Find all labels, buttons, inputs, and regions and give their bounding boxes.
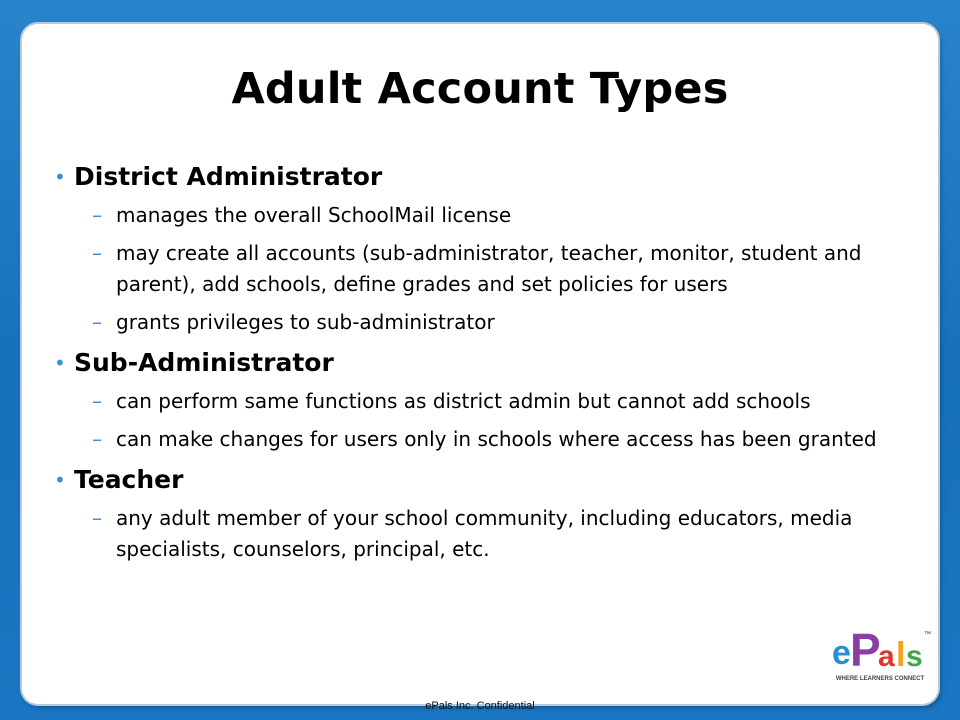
bullet-item <box>48 160 928 194</box>
logo-letter-e: e <box>832 634 851 672</box>
bullet-icon: • <box>54 351 66 375</box>
section-district-administrator <box>48 160 928 338</box>
dash-icon: – <box>92 203 102 227</box>
slide-content <box>48 160 928 573</box>
dash-icon: – <box>92 427 102 451</box>
sub-bullet-text: can perform same functions as district admin but cannot add schools <box>116 389 811 413</box>
sub-bullet-item <box>48 424 928 455</box>
logo-trademark: ™ <box>924 631 931 638</box>
epals-logo <box>828 612 932 692</box>
bullet-item <box>48 346 928 380</box>
logo-tagline: WHERE LEARNERS CONNECT <box>835 676 925 682</box>
bullet-item <box>48 463 928 497</box>
logo-letter-s: s <box>906 640 923 673</box>
sub-bullet-text: manages the overall SchoolMail license <box>116 203 512 227</box>
dash-icon: – <box>92 310 102 334</box>
section-sub-administrator <box>48 346 928 455</box>
logo-letter-a: a <box>878 640 895 673</box>
sub-bullet-text: can make changes for users only in schools where access has been granted <box>116 427 877 451</box>
sub-bullet-item <box>48 200 928 231</box>
sub-bullet-item <box>48 503 928 565</box>
dash-icon: – <box>92 389 102 413</box>
bullet-icon: • <box>54 165 66 189</box>
section-heading: District Administrator <box>74 162 383 191</box>
sub-bullet-text: grants privileges to sub-administrator <box>116 310 495 334</box>
dash-icon: – <box>92 241 102 265</box>
footer-confidential: ePals Inc. Confidential <box>425 700 535 712</box>
logo-letter-p: P <box>850 624 881 676</box>
section-heading: Sub-Administrator <box>74 348 334 377</box>
sub-bullet-item <box>48 238 928 300</box>
dash-icon: – <box>92 506 102 530</box>
sub-bullet-item <box>48 386 928 417</box>
sub-bullet-item <box>48 307 928 338</box>
sub-bullet-text: any adult member of your school community, including educators, media specialists, counselors, principal, etc. <box>116 506 853 561</box>
slide-title: Adult Account Types <box>231 64 729 114</box>
sub-bullet-text: may create all accounts (sub-administrator, teacher, monitor, student and parent), add schools, define grades and set policies for users <box>116 241 862 296</box>
logo-letter-l: l <box>896 636 906 674</box>
section-teacher <box>48 463 928 565</box>
bullet-icon: • <box>54 468 66 492</box>
section-heading: Teacher <box>74 465 184 494</box>
